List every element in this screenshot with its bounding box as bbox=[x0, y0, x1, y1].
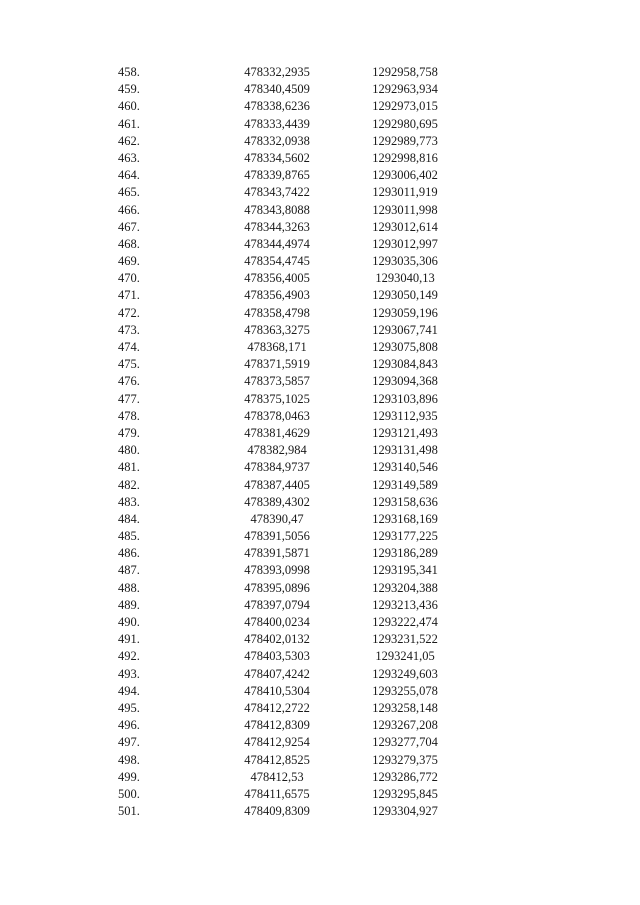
table-row bbox=[0, 477, 640, 494]
point-number: 460. bbox=[118, 99, 140, 114]
point-number: 458. bbox=[118, 65, 140, 79]
x-coordinate: 478344,3263 bbox=[244, 219, 310, 234]
point-number: 474. bbox=[118, 340, 140, 354]
y-coordinate: 1293149,589 bbox=[372, 477, 438, 492]
y-coordinate: 1293186,289 bbox=[372, 546, 438, 561]
x-coordinate: 478410,5304 bbox=[244, 683, 310, 698]
y-coordinate: 1293158,636 bbox=[372, 494, 438, 509]
y-coordinate: 1293267,208 bbox=[372, 718, 438, 733]
x-coordinate: 478411,6575 bbox=[244, 786, 310, 801]
table-row bbox=[0, 494, 640, 511]
x-coordinate: 478393,0998 bbox=[244, 563, 310, 578]
point-number: 484. bbox=[118, 511, 140, 526]
y-coordinate: 1293035,306 bbox=[372, 254, 438, 269]
point-number: 498. bbox=[118, 752, 140, 767]
y-coordinate: 1293094,368 bbox=[372, 374, 438, 389]
table-row bbox=[0, 769, 640, 786]
y-coordinate: 1293177,225 bbox=[372, 529, 438, 544]
point-number: 472. bbox=[118, 305, 140, 320]
x-coordinate: 478397,0794 bbox=[244, 597, 310, 612]
y-coordinate: 1293084,843 bbox=[372, 357, 438, 372]
point-number: 478. bbox=[118, 408, 140, 423]
x-coordinate: 478403,5303 bbox=[244, 649, 310, 664]
table-row bbox=[0, 202, 640, 219]
point-number: 467. bbox=[118, 219, 140, 234]
y-coordinate: 1292998,816 bbox=[372, 150, 438, 165]
point-number: 471. bbox=[118, 288, 140, 303]
y-coordinate: 1293231,522 bbox=[372, 632, 438, 647]
table-row bbox=[0, 631, 640, 648]
table-row bbox=[0, 459, 640, 476]
x-coordinate: 478412,2722 bbox=[244, 700, 310, 715]
table-row bbox=[0, 580, 640, 597]
x-coordinate: 478387,4405 bbox=[244, 477, 310, 492]
y-coordinate: 1293241,05 bbox=[375, 649, 435, 664]
point-number: 490. bbox=[118, 615, 140, 629]
table-row bbox=[0, 803, 640, 820]
point-number: 463. bbox=[118, 150, 140, 165]
table-row bbox=[0, 356, 640, 373]
point-number: 488. bbox=[118, 580, 140, 595]
table-row bbox=[0, 116, 640, 133]
x-coordinate: 478402,0132 bbox=[244, 632, 310, 647]
x-coordinate: 478332,0938 bbox=[244, 133, 310, 148]
point-number: 470. bbox=[118, 271, 140, 286]
x-coordinate: 478409,8309 bbox=[244, 804, 310, 819]
table-row bbox=[0, 511, 640, 528]
x-coordinate: 478332,2935 bbox=[244, 65, 310, 79]
y-coordinate: 1292973,015 bbox=[372, 99, 438, 114]
y-coordinate: 1293012,614 bbox=[372, 219, 438, 234]
y-coordinate: 1293304,927 bbox=[372, 804, 438, 819]
y-coordinate: 1293279,375 bbox=[372, 752, 438, 767]
y-coordinate: 1293011,919 bbox=[372, 185, 438, 200]
x-coordinate: 478412,53 bbox=[250, 769, 304, 784]
table-row bbox=[0, 648, 640, 665]
y-coordinate: 1293121,493 bbox=[372, 425, 438, 440]
point-number: 479. bbox=[118, 425, 140, 440]
y-coordinate: 1293075,808 bbox=[372, 340, 438, 354]
y-coordinate: 1293277,704 bbox=[372, 735, 438, 750]
table-row bbox=[0, 339, 640, 356]
table-row bbox=[0, 373, 640, 390]
table-row bbox=[0, 562, 640, 579]
table-row bbox=[0, 167, 640, 184]
x-coordinate: 478371,5919 bbox=[244, 357, 310, 372]
table-row bbox=[0, 322, 640, 339]
x-coordinate: 478381,4629 bbox=[244, 425, 310, 440]
table-row bbox=[0, 98, 640, 115]
x-coordinate: 478358,4798 bbox=[244, 305, 310, 320]
y-coordinate: 1293112,935 bbox=[372, 408, 438, 423]
table-row bbox=[0, 270, 640, 287]
x-coordinate: 478344,4974 bbox=[244, 236, 310, 251]
x-coordinate: 478378,0463 bbox=[244, 408, 310, 423]
y-coordinate: 1292963,934 bbox=[372, 82, 438, 97]
point-number: 469. bbox=[118, 254, 140, 269]
y-coordinate: 1293168,169 bbox=[372, 511, 438, 526]
point-number: 492. bbox=[118, 649, 140, 664]
table-row bbox=[0, 700, 640, 717]
y-coordinate: 1293222,474 bbox=[372, 615, 438, 629]
point-number: 483. bbox=[118, 494, 140, 509]
table-row bbox=[0, 734, 640, 751]
y-coordinate: 1293012,997 bbox=[372, 236, 438, 251]
point-number: 497. bbox=[118, 735, 140, 750]
y-coordinate: 1293258,148 bbox=[372, 700, 438, 715]
y-coordinate: 1292958,758 bbox=[372, 65, 438, 79]
table-row bbox=[0, 253, 640, 270]
point-number: 495. bbox=[118, 700, 140, 715]
x-coordinate: 478391,5871 bbox=[244, 546, 310, 561]
table-row bbox=[0, 425, 640, 442]
table-row bbox=[0, 81, 640, 98]
point-number: 475. bbox=[118, 357, 140, 372]
y-coordinate: 1293255,078 bbox=[372, 683, 438, 698]
table-row bbox=[0, 133, 640, 150]
table-row bbox=[0, 219, 640, 236]
table-row bbox=[0, 597, 640, 614]
y-coordinate: 1293195,341 bbox=[372, 563, 438, 578]
point-number: 477. bbox=[118, 391, 140, 406]
point-number: 486. bbox=[118, 546, 140, 561]
point-number: 461. bbox=[118, 116, 140, 131]
table-row bbox=[0, 717, 640, 734]
point-number: 473. bbox=[118, 322, 140, 337]
y-coordinate: 1293059,196 bbox=[372, 305, 438, 320]
point-number: 462. bbox=[118, 133, 140, 148]
coordinate-table bbox=[0, 64, 640, 820]
table-row bbox=[0, 442, 640, 459]
point-number: 500. bbox=[118, 786, 140, 801]
table-row bbox=[0, 528, 640, 545]
y-coordinate: 1293011,998 bbox=[372, 202, 438, 217]
y-coordinate: 1293249,603 bbox=[372, 666, 438, 681]
point-number: 481. bbox=[118, 460, 140, 475]
x-coordinate: 478391,5056 bbox=[244, 529, 310, 544]
point-number: 464. bbox=[118, 168, 140, 183]
table-row bbox=[0, 786, 640, 803]
point-number: 480. bbox=[118, 443, 140, 458]
table-row bbox=[0, 408, 640, 425]
y-coordinate: 1293286,772 bbox=[372, 769, 438, 784]
x-coordinate: 478356,4005 bbox=[244, 271, 310, 286]
x-coordinate: 478338,6236 bbox=[244, 99, 310, 114]
x-coordinate: 478373,5857 bbox=[244, 374, 310, 389]
point-number: 491. bbox=[118, 632, 140, 647]
x-coordinate: 478400,0234 bbox=[244, 615, 310, 629]
x-coordinate: 478412,8309 bbox=[244, 718, 310, 733]
point-number: 485. bbox=[118, 529, 140, 544]
point-number: 499. bbox=[118, 769, 140, 784]
y-coordinate: 1292989,773 bbox=[372, 133, 438, 148]
table-row bbox=[0, 150, 640, 167]
table-row bbox=[0, 666, 640, 683]
y-coordinate: 1293006,402 bbox=[372, 168, 438, 183]
x-coordinate: 478412,8525 bbox=[244, 752, 310, 767]
x-coordinate: 478395,0896 bbox=[244, 580, 310, 595]
x-coordinate: 478363,3275 bbox=[244, 322, 310, 337]
x-coordinate: 478356,4903 bbox=[244, 288, 310, 303]
y-coordinate: 1293050,149 bbox=[372, 288, 438, 303]
x-coordinate: 478375,1025 bbox=[244, 391, 310, 406]
point-number: 501. bbox=[118, 804, 140, 819]
y-coordinate: 1293131,498 bbox=[372, 443, 438, 458]
x-coordinate: 478368,171 bbox=[247, 340, 307, 354]
x-coordinate: 478389,4302 bbox=[244, 494, 310, 509]
table-row bbox=[0, 683, 640, 700]
point-number: 494. bbox=[118, 683, 140, 698]
y-coordinate: 1293103,896 bbox=[372, 391, 438, 406]
table-row bbox=[0, 184, 640, 201]
y-coordinate: 1293204,388 bbox=[372, 580, 438, 595]
x-coordinate: 478354,4745 bbox=[244, 254, 310, 269]
point-number: 459. bbox=[118, 82, 140, 97]
point-number: 496. bbox=[118, 718, 140, 733]
table-row bbox=[0, 64, 640, 81]
point-number: 468. bbox=[118, 236, 140, 251]
point-number: 465. bbox=[118, 185, 140, 200]
y-coordinate: 1293140,546 bbox=[372, 460, 438, 475]
table-row bbox=[0, 287, 640, 304]
y-coordinate: 1293213,436 bbox=[372, 597, 438, 612]
table-row bbox=[0, 614, 640, 631]
table-row bbox=[0, 391, 640, 408]
y-coordinate: 1293067,741 bbox=[372, 322, 438, 337]
table-row bbox=[0, 752, 640, 769]
table-row bbox=[0, 236, 640, 253]
x-coordinate: 478333,4439 bbox=[244, 116, 310, 131]
point-number: 493. bbox=[118, 666, 140, 681]
y-coordinate: 1293040,13 bbox=[375, 271, 435, 286]
x-coordinate: 478343,8088 bbox=[244, 202, 310, 217]
point-number: 487. bbox=[118, 563, 140, 578]
table-row bbox=[0, 545, 640, 562]
x-coordinate: 478340,4509 bbox=[244, 82, 310, 97]
x-coordinate: 478384,9737 bbox=[244, 460, 310, 475]
x-coordinate: 478334,5602 bbox=[244, 150, 310, 165]
y-coordinate: 1292980,695 bbox=[372, 116, 438, 131]
x-coordinate: 478343,7422 bbox=[244, 185, 310, 200]
x-coordinate: 478382,984 bbox=[247, 443, 307, 458]
x-coordinate: 478412,9254 bbox=[244, 735, 310, 750]
point-number: 489. bbox=[118, 597, 140, 612]
x-coordinate: 478407,4242 bbox=[244, 666, 310, 681]
x-coordinate: 478390,47 bbox=[250, 511, 304, 526]
x-coordinate: 478339,8765 bbox=[244, 168, 310, 183]
point-number: 466. bbox=[118, 202, 140, 217]
y-coordinate: 1293295,845 bbox=[372, 786, 438, 801]
point-number: 482. bbox=[118, 477, 140, 492]
table-row bbox=[0, 305, 640, 322]
point-number: 476. bbox=[118, 374, 140, 389]
